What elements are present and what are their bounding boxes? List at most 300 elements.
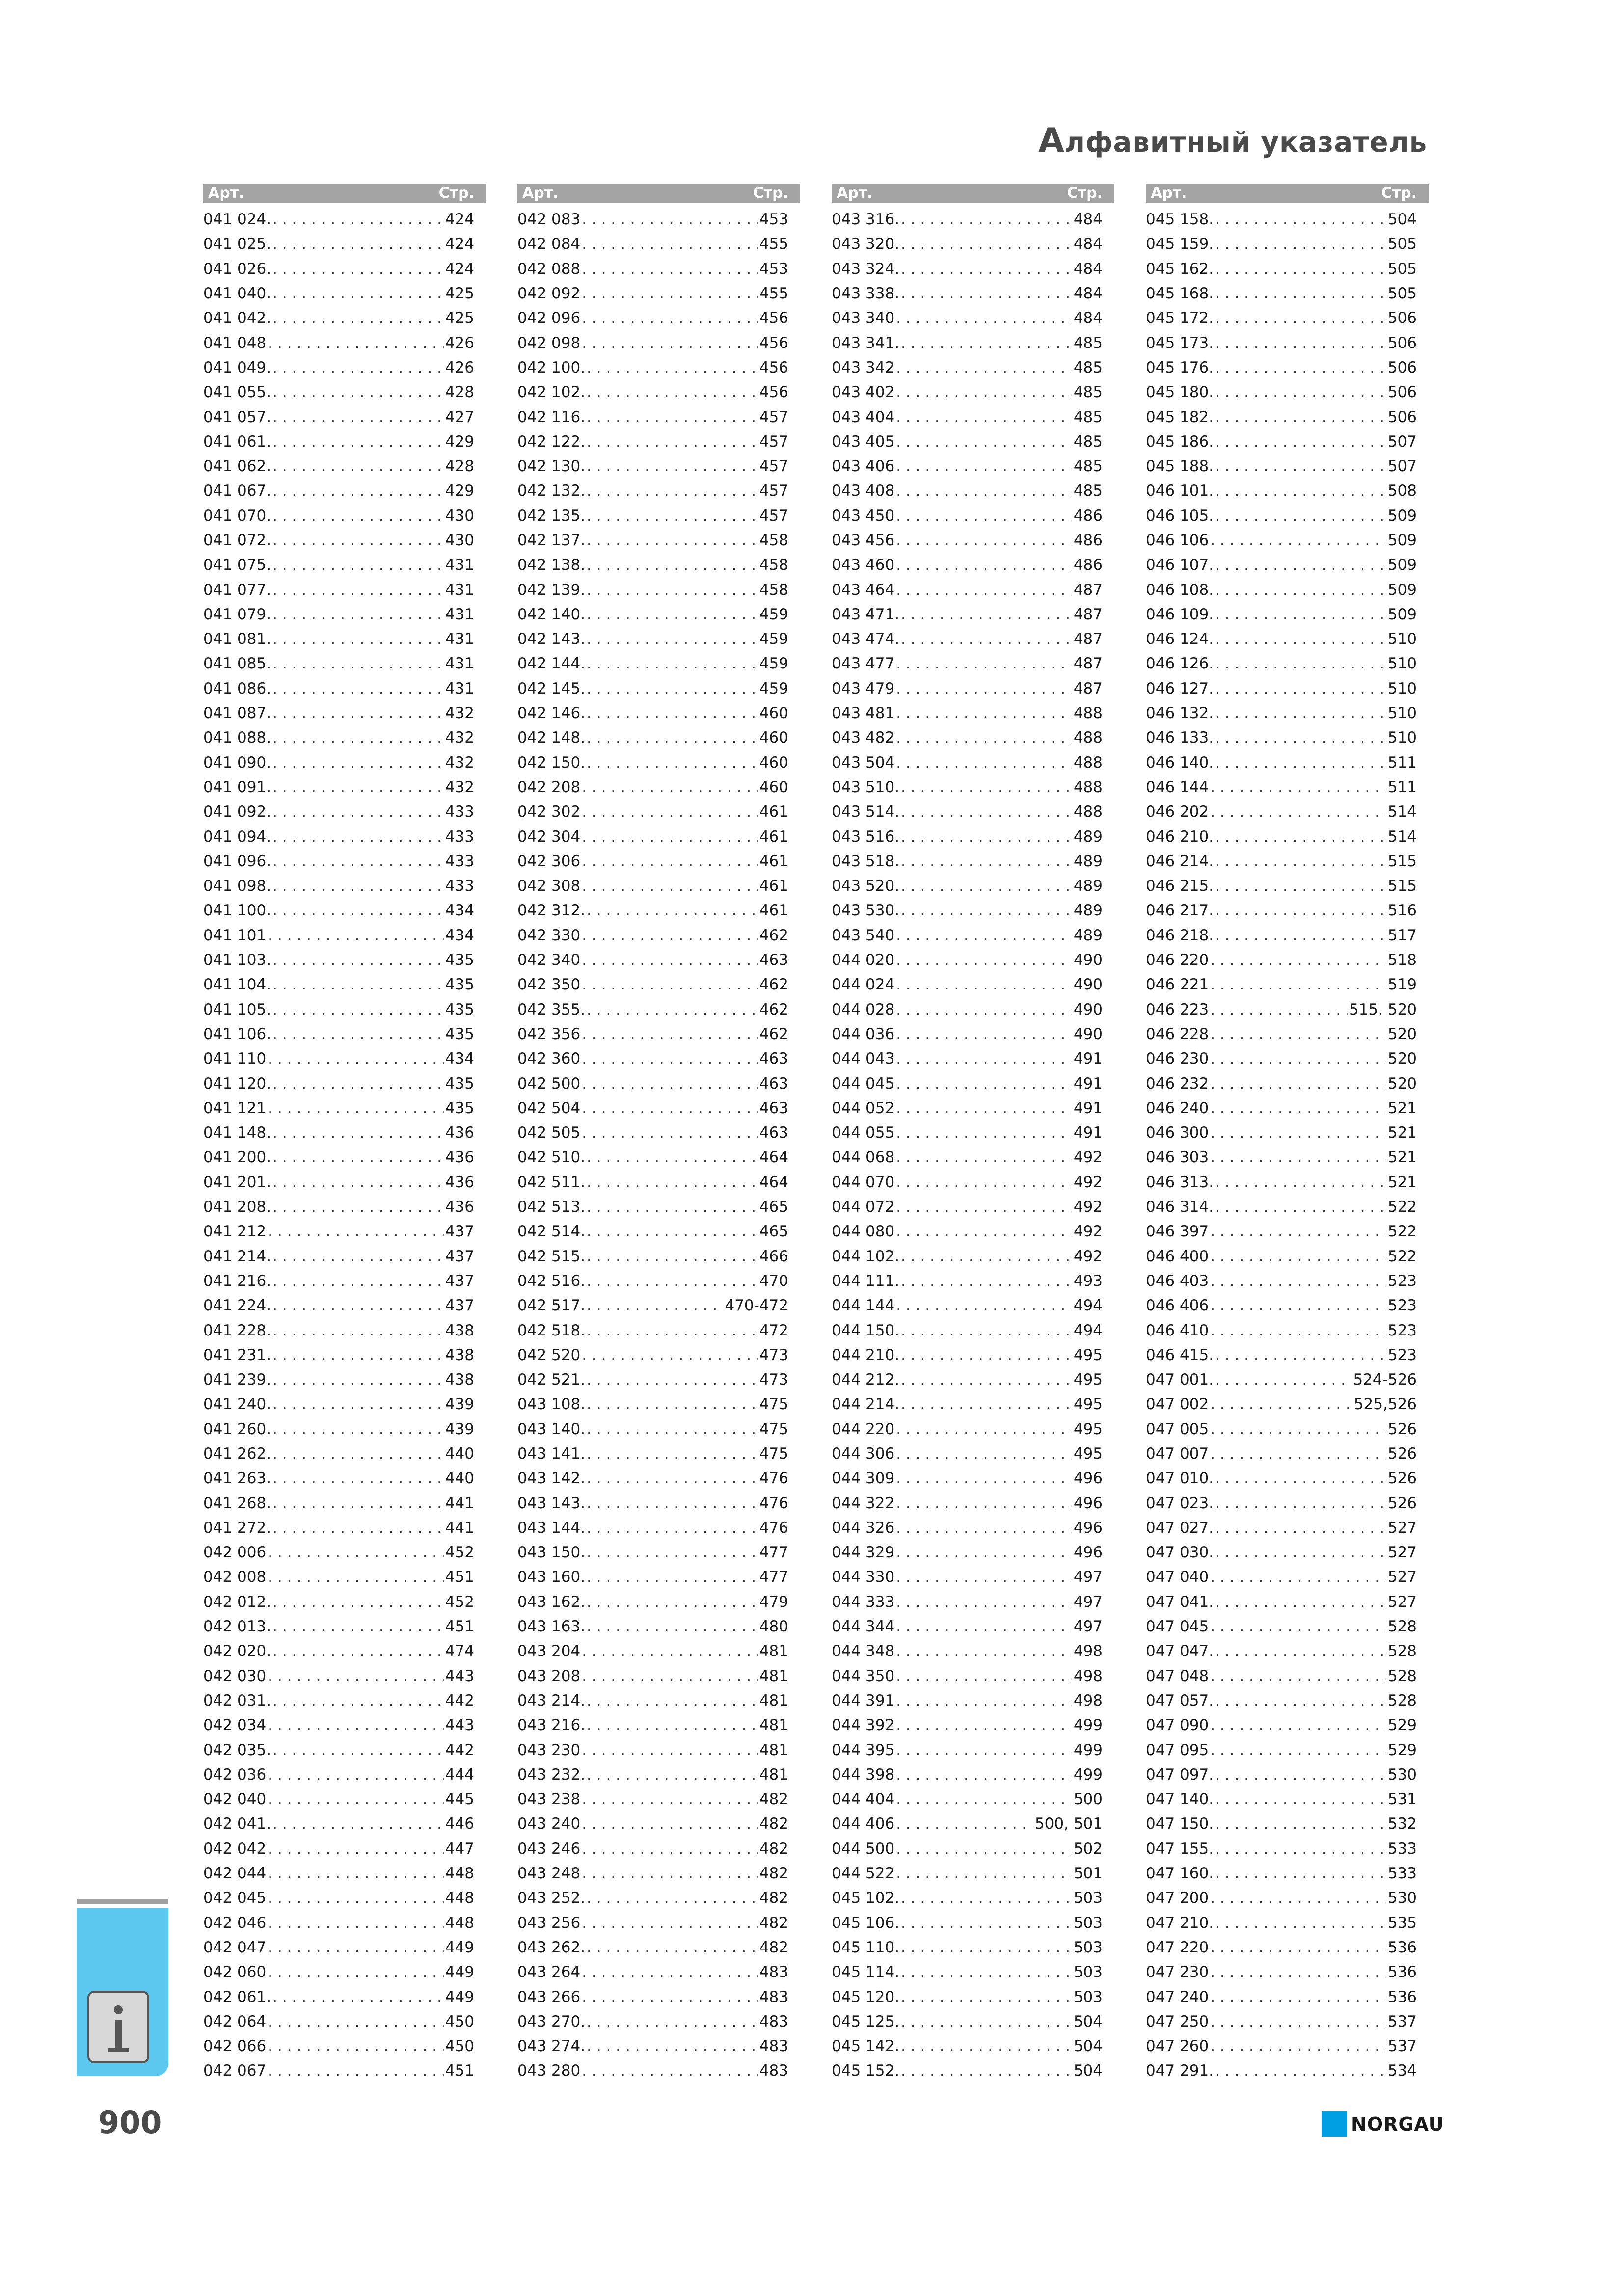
index-row [517, 997, 800, 1022]
page-reference: 443 [445, 1716, 474, 1735]
article-number: 044 212. [832, 1371, 900, 1389]
page-reference: 438 [445, 1371, 474, 1389]
page-reference: 463 [759, 1124, 788, 1142]
article-number: 045 173. [1146, 334, 1214, 352]
dot-leader [272, 630, 444, 648]
index-row [832, 1516, 1114, 1540]
index-row [832, 775, 1114, 800]
index-row [832, 2034, 1114, 2058]
page-reference: 506 [1387, 383, 1417, 401]
dot-leader [1210, 1889, 1386, 1907]
dot-leader [587, 532, 758, 549]
index-row [1146, 1121, 1429, 1145]
index-row [832, 923, 1114, 948]
article-number: 042 036 [203, 1765, 267, 1784]
dot-leader [272, 1815, 444, 1833]
page-reference: 509 [1387, 532, 1417, 549]
article-number: 046 140. [1146, 753, 1214, 772]
column-header-art: Арт. [1151, 185, 1187, 202]
column-header-page: Стр. [1381, 185, 1417, 202]
article-number: 046 221 [1146, 976, 1209, 994]
index-row [517, 651, 800, 676]
page-reference: 482 [759, 1815, 788, 1833]
article-number: 046 303 [1146, 1148, 1209, 1167]
dot-leader [896, 1741, 1072, 1759]
article-number: 043 208 [517, 1667, 581, 1685]
article-number: 041 049. [203, 358, 271, 376]
page-reference: 487 [1073, 581, 1103, 599]
page-reference: 482 [759, 1865, 788, 1883]
article-number: 041 106. [203, 1025, 271, 1043]
page-reference: 436 [445, 1148, 474, 1167]
index-row [517, 1170, 800, 1195]
index-row [517, 380, 800, 404]
page-reference: 484 [1073, 285, 1103, 303]
index-row [1146, 1787, 1429, 1812]
article-number: 042 513. [517, 1198, 586, 1216]
article-number: 047 030. [1146, 1544, 1214, 1562]
page-reference: 438 [445, 1321, 474, 1339]
page-reference: 439 [445, 1420, 474, 1438]
page-number: 900 [98, 2105, 162, 2140]
index-row [203, 1688, 486, 1713]
dot-leader [272, 1395, 444, 1413]
index-row [517, 1910, 800, 1935]
dot-leader [901, 1371, 1072, 1388]
page-reference: 424 [445, 211, 474, 229]
article-number: 044 330 [832, 1568, 895, 1586]
page-reference: 457 [759, 482, 788, 500]
index-row [203, 824, 486, 849]
index-row [203, 1318, 486, 1342]
page-reference: 463 [759, 1074, 788, 1093]
page-reference: 436 [445, 1173, 474, 1191]
dot-leader [582, 334, 758, 352]
dot-leader [896, 680, 1072, 697]
page-reference: 448 [445, 1889, 474, 1907]
index-row [203, 1367, 486, 1392]
index-row [203, 330, 486, 355]
index-rows [832, 207, 1114, 2083]
dot-leader [901, 1272, 1072, 1290]
index-row [832, 602, 1114, 627]
dot-leader [272, 457, 444, 475]
dot-leader [587, 1248, 758, 1265]
article-number: 041 120. [203, 1074, 271, 1093]
article-number: 047 010. [1146, 1469, 1214, 1488]
dot-leader [582, 1865, 758, 1882]
article-number: 047 160. [1146, 1865, 1214, 1883]
article-number: 042 122. [517, 432, 586, 451]
article-number: 043 402 [832, 383, 895, 401]
page-reference: 514 [1387, 803, 1417, 821]
page-reference: 448 [445, 1914, 474, 1932]
page-reference: 451 [445, 2062, 474, 2080]
dot-leader [896, 1469, 1072, 1487]
index-row [832, 1367, 1114, 1392]
dot-leader [901, 2037, 1072, 2055]
article-number: 042 030 [203, 1667, 267, 1685]
article-number: 045 152. [832, 2062, 900, 2080]
page-reference: 485 [1073, 334, 1103, 352]
article-number: 041 121 [203, 1099, 267, 1117]
page-reference: 498 [1073, 1667, 1103, 1685]
page-reference: 484 [1073, 235, 1103, 253]
article-number: 044 024 [832, 976, 895, 994]
dot-leader [587, 1495, 758, 1512]
page-reference: 522 [1387, 1247, 1417, 1265]
page-reference: 490 [1073, 1000, 1103, 1018]
page-reference: 459 [759, 679, 788, 697]
page-reference: 461 [759, 828, 788, 846]
index-row [1146, 1318, 1429, 1342]
page-reference: 523 [1387, 1321, 1417, 1339]
article-number: 045 110. [832, 1938, 900, 1956]
page-reference: 516 [1387, 902, 1417, 920]
dot-leader [582, 2062, 758, 2080]
dot-leader [1215, 704, 1386, 722]
article-number: 043 471. [832, 605, 900, 623]
article-number: 047 140. [1146, 1790, 1214, 1809]
page-reference: 500 [1073, 1790, 1103, 1809]
article-number: 042 006 [203, 1544, 267, 1562]
article-number: 044 045 [832, 1074, 895, 1093]
page-reference: 511 [1387, 753, 1417, 772]
dot-leader [582, 1963, 758, 1981]
article-number: 043 406 [832, 457, 895, 476]
brand-square-icon [1322, 2111, 1347, 2137]
article-number: 041 239. [203, 1371, 271, 1389]
dot-leader [272, 507, 444, 525]
index-row [203, 1886, 486, 1910]
article-number: 042 505 [517, 1124, 581, 1142]
index-row [832, 528, 1114, 553]
page-reference: 509 [1387, 581, 1417, 599]
page-reference: 432 [445, 753, 474, 772]
page-reference: 531 [1387, 1790, 1417, 1809]
page-reference: 437 [445, 1297, 474, 1315]
page-reference: 456 [759, 334, 788, 352]
article-number: 041 072. [203, 532, 271, 549]
article-number: 044 210. [832, 1346, 900, 1364]
dot-leader [901, 334, 1072, 352]
dot-leader [901, 877, 1072, 895]
article-number: 042 098 [517, 334, 581, 352]
page-reference: 499 [1073, 1765, 1103, 1784]
article-number: 047 095 [1146, 1741, 1209, 1759]
article-number: 042 140. [517, 605, 586, 623]
page-reference: 432 [445, 778, 474, 796]
index-row [203, 1960, 486, 1984]
article-number: 041 081. [203, 630, 271, 648]
dot-leader [896, 383, 1072, 401]
page-reference: 452 [445, 1544, 474, 1562]
index-row [203, 1984, 486, 2009]
article-number: 041 100. [203, 902, 271, 920]
page-reference: 432 [445, 704, 474, 722]
page-reference: 451 [445, 1568, 474, 1586]
index-row [203, 1442, 486, 1466]
dot-leader [901, 803, 1072, 821]
page-reference: 433 [445, 877, 474, 895]
page-reference: 506 [1387, 358, 1417, 376]
page-reference: 496 [1073, 1469, 1103, 1488]
page-reference: 491 [1073, 1074, 1103, 1093]
dot-leader [587, 655, 758, 672]
index-row [1146, 1343, 1429, 1367]
index-row [203, 800, 486, 824]
page-reference: 483 [759, 2012, 788, 2030]
page-reference: 442 [445, 1691, 474, 1709]
article-number: 044 404 [832, 1790, 895, 1809]
index-row [1146, 1244, 1429, 1268]
index-row [1146, 330, 1429, 355]
page-reference: 466 [759, 1247, 788, 1265]
article-number: 042 046 [203, 1914, 267, 1932]
index-column-2 [517, 184, 800, 2083]
index-row [203, 1121, 486, 1145]
article-number: 043 252. [517, 1889, 586, 1907]
index-row [1146, 923, 1429, 948]
index-row [1146, 1442, 1429, 1466]
dot-leader [1210, 1050, 1386, 1068]
page-reference: 477 [759, 1568, 788, 1586]
article-number: 046 106 [1146, 532, 1209, 549]
page-reference: 488 [1073, 704, 1103, 722]
dot-leader [268, 1050, 444, 1068]
article-number: 042 306 [517, 852, 581, 870]
dot-leader [1210, 1445, 1386, 1463]
dot-leader [1215, 729, 1386, 747]
dot-leader [587, 754, 758, 772]
article-number: 047 260 [1146, 2037, 1209, 2056]
index-row [1146, 1935, 1429, 1960]
page-reference: 458 [759, 532, 788, 549]
index-row [203, 1145, 486, 1170]
article-number: 042 061. [203, 1988, 271, 2006]
dot-leader [901, 1914, 1072, 1932]
dot-leader [587, 1692, 758, 1709]
page-reference: 522 [1387, 1223, 1417, 1241]
article-number: 043 408 [832, 482, 895, 500]
dot-leader [1215, 927, 1386, 944]
dot-leader [587, 581, 758, 599]
page-title-cap: А [1038, 121, 1065, 160]
index-row [517, 1713, 800, 1737]
info-icon [87, 1991, 149, 2063]
index-row [1146, 750, 1429, 775]
page-reference: 448 [445, 1865, 474, 1883]
page-reference: 498 [1073, 1642, 1103, 1660]
article-number: 041 260. [203, 1420, 271, 1438]
page-reference: 437 [445, 1223, 474, 1241]
article-number: 046 215. [1146, 877, 1214, 895]
index-row [832, 1861, 1114, 1886]
dot-leader [896, 704, 1072, 722]
dot-leader [1215, 1840, 1386, 1858]
index-row [832, 1244, 1114, 1268]
page-reference: 485 [1073, 482, 1103, 500]
index-row [203, 1935, 486, 1960]
page-reference: 523 [1387, 1346, 1417, 1364]
dot-leader [896, 359, 1072, 376]
index-row [517, 454, 800, 479]
article-number: 043 341. [832, 334, 900, 352]
dot-leader [1215, 433, 1386, 451]
dot-leader [272, 1025, 444, 1043]
dot-leader [582, 828, 758, 846]
article-number: 047 220 [1146, 1938, 1209, 1956]
page-reference: 495 [1073, 1371, 1103, 1389]
article-number: 047 047. [1146, 1642, 1214, 1660]
dot-leader [1210, 1716, 1386, 1734]
index-row [1146, 602, 1429, 627]
page-reference: 534 [1387, 2062, 1417, 2080]
index-row [832, 330, 1114, 355]
article-number: 041 268. [203, 1494, 271, 1512]
article-number: 041 208. [203, 1198, 271, 1216]
dot-leader [1215, 630, 1386, 648]
index-row [203, 2009, 486, 2034]
page-reference: 520 [1387, 1025, 1417, 1043]
article-number: 046 410 [1146, 1321, 1209, 1339]
index-row [203, 972, 486, 997]
index-row [203, 1812, 486, 1836]
article-number: 041 062. [203, 457, 271, 476]
index-row [1146, 429, 1429, 454]
article-number: 042 350 [517, 976, 581, 994]
index-row [517, 1614, 800, 1639]
dot-leader [587, 1445, 758, 1463]
article-number: 043 324. [832, 260, 900, 278]
article-number: 043 316. [832, 211, 900, 229]
dot-leader [587, 1148, 758, 1166]
dot-leader [272, 482, 444, 500]
page-reference: 524-526 [1353, 1371, 1417, 1389]
article-number: 041 148. [203, 1124, 271, 1142]
article-number: 042 504 [517, 1099, 581, 1117]
page-reference: 434 [445, 926, 474, 944]
index-row [517, 1367, 800, 1392]
article-number: 043 248 [517, 1865, 581, 1883]
dot-leader [272, 1988, 444, 2006]
dot-leader [896, 1716, 1072, 1734]
index-row [517, 2034, 800, 2058]
page-reference: 537 [1387, 2012, 1417, 2030]
dot-leader [1210, 2037, 1386, 2055]
dot-leader [587, 606, 758, 623]
article-number: 043 405 [832, 432, 895, 451]
page-reference: 503 [1073, 1938, 1103, 1956]
page-reference: 526 [1387, 1444, 1417, 1463]
page-reference: 462 [759, 1025, 788, 1043]
dot-leader [272, 556, 444, 574]
dot-leader [272, 1124, 444, 1142]
index-row [832, 504, 1114, 528]
dot-leader [272, 211, 444, 228]
article-number: 044 329 [832, 1544, 895, 1562]
index-row [203, 1343, 486, 1367]
page-reference: 483 [759, 1988, 788, 2006]
dot-leader [582, 285, 758, 302]
page-reference: 462 [759, 1000, 788, 1018]
dot-leader [901, 1939, 1072, 1956]
page-reference: 461 [759, 852, 788, 870]
article-number: 043 238 [517, 1790, 581, 1809]
page-reference: 488 [1073, 778, 1103, 796]
article-number: 042 035. [203, 1741, 271, 1759]
article-number: 042 139. [517, 581, 586, 599]
article-number: 046 101. [1146, 482, 1214, 500]
dot-leader [582, 927, 758, 944]
index-row [832, 1713, 1114, 1737]
article-number: 042 304 [517, 828, 581, 846]
article-number: 042 520 [517, 1346, 581, 1364]
index-row [517, 676, 800, 701]
dot-leader [268, 1667, 444, 1685]
page-reference: 427 [445, 408, 474, 426]
dot-leader [1210, 1075, 1386, 1093]
index-row [203, 2058, 486, 2083]
index-row [203, 257, 486, 281]
dot-leader [587, 482, 758, 500]
index-row [517, 1269, 800, 1293]
page-reference: 495 [1073, 1395, 1103, 1414]
index-row [832, 651, 1114, 676]
index-row [832, 972, 1114, 997]
page-reference: 433 [445, 852, 474, 870]
index-row [203, 1565, 486, 1589]
page-reference: 527 [1387, 1544, 1417, 1562]
page-reference: 536 [1387, 1938, 1417, 1956]
dot-leader [582, 1914, 758, 1932]
index-row [1146, 577, 1429, 602]
dot-leader [582, 1988, 758, 2006]
index-row [1146, 824, 1429, 849]
dot-leader [272, 433, 444, 451]
page-reference: 482 [759, 1790, 788, 1809]
dot-leader [272, 1174, 444, 1191]
page-reference: 434 [445, 1050, 474, 1068]
article-number: 045 125. [832, 2012, 900, 2030]
index-row [832, 849, 1114, 874]
page-reference: 440 [445, 1444, 474, 1463]
index-row [517, 1516, 800, 1540]
article-number: 043 514. [832, 803, 900, 821]
page-reference: 450 [445, 2012, 474, 2030]
article-number: 042 044 [203, 1865, 267, 1883]
index-row [1146, 1984, 1429, 2009]
index-row [1146, 651, 1429, 676]
index-row [517, 1417, 800, 1442]
dot-leader [1210, 1568, 1386, 1586]
article-number: 046 400 [1146, 1247, 1209, 1265]
index-row [1146, 1737, 1429, 1762]
page-reference: 525,526 [1353, 1395, 1417, 1414]
page-reference: 490 [1073, 951, 1103, 969]
index-row [517, 1590, 800, 1614]
dot-leader [582, 211, 758, 228]
article-number: 046 218. [1146, 926, 1214, 944]
page-reference: 458 [759, 556, 788, 574]
dot-leader [272, 1420, 444, 1438]
article-number: 043 450 [832, 507, 895, 525]
article-number: 046 144 [1146, 778, 1209, 796]
index-row [1146, 1516, 1429, 1540]
article-number: 042 340 [517, 951, 581, 969]
index-row [203, 1293, 486, 1318]
dot-leader [1215, 1469, 1386, 1487]
